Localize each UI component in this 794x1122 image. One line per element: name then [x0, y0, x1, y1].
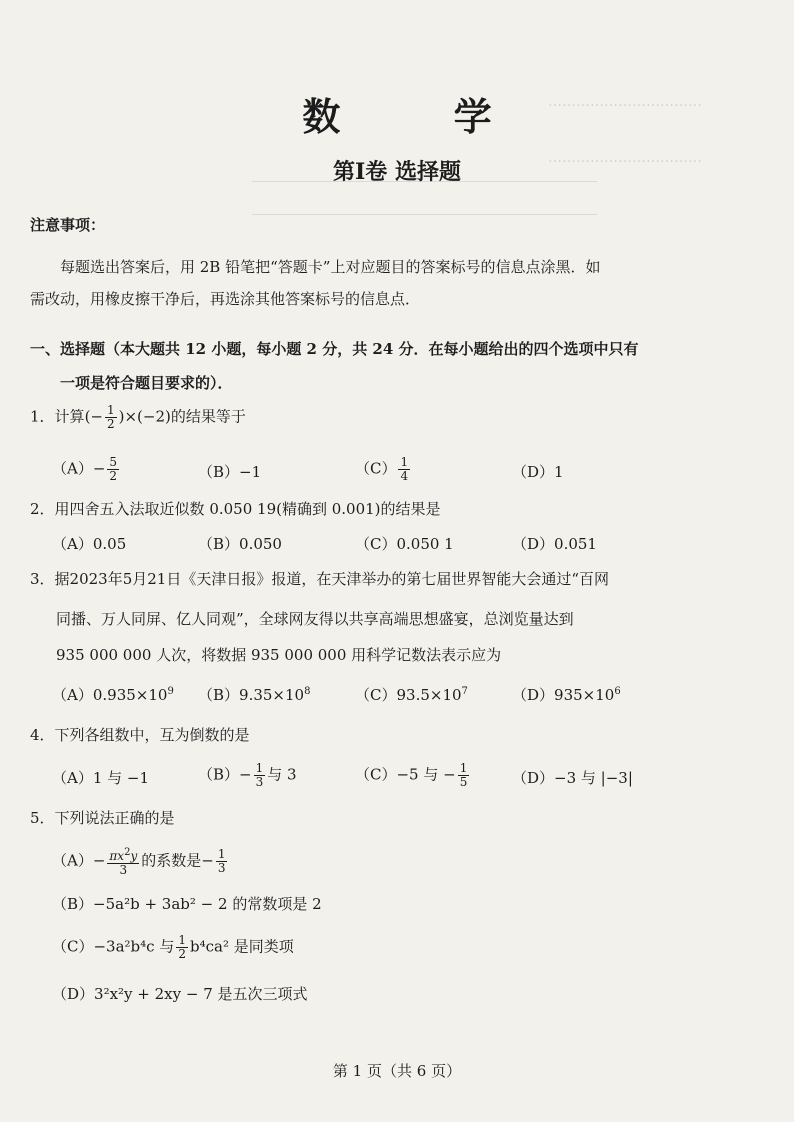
bleed-through-box	[252, 181, 597, 215]
question-1: 1．计算(− $\frac{1}{2}$ )×(−2)的结果等于	[30, 403, 246, 431]
page-title: 数 学	[302, 94, 542, 139]
q1-option-c: （C） $\frac{1}{4}$	[355, 455, 409, 483]
section-title: 第Ⅰ卷 选择题	[333, 159, 461, 185]
q4-option-b: （B）− $\frac{1}{3}$ 与 3	[198, 761, 297, 789]
bleed-through-text: ……………………………	[548, 150, 702, 166]
q5-option-c: （C）−3a²b⁴c 与 $\frac{1}{2}$ b⁴ca² 是同类项	[52, 933, 294, 961]
question-3-line-1: 3．据2023年5月21日《天津日报》报道，在天津举办的第七届世界智能大会通过“百网	[30, 570, 610, 588]
section-instruction-1: 一、选择题（本大题共 12 小题，每小题 2 分，共 24 分．在每小题给出的四个选项中只有	[30, 340, 639, 358]
q5-option-b: （B）−5a²b + 3ab² − 2 的常数项是 2	[52, 895, 322, 913]
notice-line-1: 每题选出答案后，用 2B 铅笔把“答题卡”上对应题目的答案标号的信息点涂黑．如	[60, 258, 601, 276]
q3-option-c: $(C)93.5\times 10^7$	[355, 686, 468, 704]
q3-option-a: $(A)0.935\times 10^9$	[52, 686, 174, 704]
q3-option-d: $(D)935\times 10^6$	[512, 686, 621, 704]
fraction: $\frac{1}{2}$	[106, 403, 115, 431]
q1-pre: 计算	[54, 407, 85, 426]
q3-option-b: $(B)9.35\times 10^8$	[198, 686, 311, 704]
q4-option-d: （D）−3 与 |−3|	[512, 769, 633, 787]
notice-heading: 注意事项：	[30, 216, 106, 234]
q4-option-c: （C）−5 与 − $\frac{1}{5}$	[355, 761, 468, 789]
q2-option-c: （C）0.050 1	[355, 535, 454, 553]
q4-option-a: （A）1 与 −1	[52, 769, 150, 787]
section-instruction-2: 一项是符合题目要求的）．	[60, 374, 233, 392]
question-3-line-2: 同播、万人同屏、亿人同观”，全球网友得以共享高端思想盛宴，总浏览量达到	[56, 610, 574, 628]
question-5: 5．下列说法正确的是	[30, 809, 175, 827]
q5-option-a: （A）− $\frac{\pi x^2y}{3}$ 的系数是− $\frac{1}{3}$	[52, 847, 226, 877]
q1-option-b: （B）−1	[198, 463, 262, 481]
q1-option-d: （D）1	[512, 463, 564, 481]
q2-option-d: （D）0.051	[512, 535, 597, 553]
q2-option-a: （A）0.05	[52, 535, 127, 553]
question-2: 2．用四舍五入法取近似数 0.050 19(精确到 0.001)的结果是	[30, 500, 441, 518]
q5-option-d: （D）3²x²y + 2xy − 7 是五次三项式	[52, 985, 308, 1003]
q1-number: 1．	[30, 407, 55, 426]
notice-line-2: 需改动，用橡皮擦干净后，再选涂其他答案标号的信息点．	[30, 290, 421, 308]
page-footer: 第 1 页（共 6 页）	[332, 1062, 462, 1080]
bleed-through-text: ……………………………	[548, 94, 702, 110]
question-4: 4．下列各组数中，互为倒数的是	[30, 726, 250, 744]
q1-option-a: （A）− $\frac{5}{2}$	[52, 455, 118, 483]
q2-option-b: （B）0.050	[198, 535, 282, 553]
question-3-line-3: 935 000 000 人次，将数据 935 000 000 用科学记数法表示应为	[56, 646, 502, 664]
q1-post: 的结果等于	[170, 407, 246, 426]
